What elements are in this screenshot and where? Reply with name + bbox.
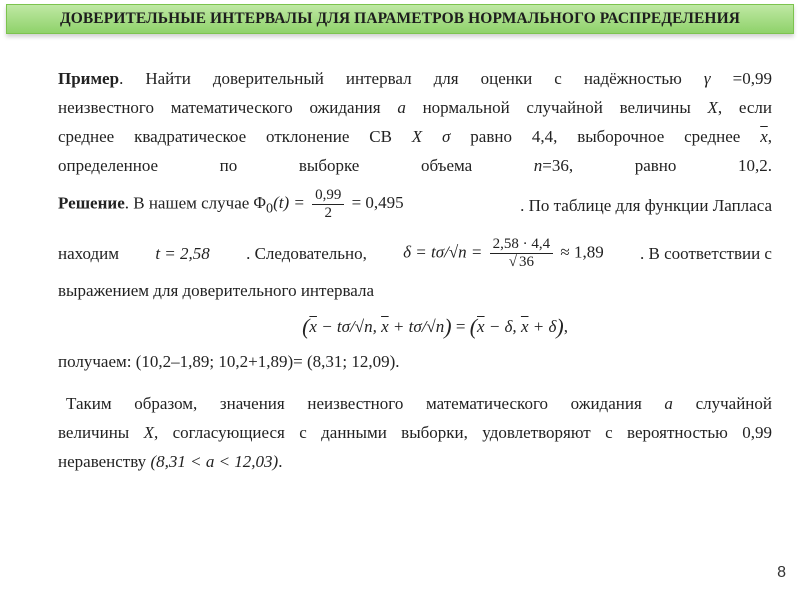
- gamma-value: =0,99: [710, 69, 772, 88]
- delta-approx: ≈ 1,89: [560, 241, 604, 261]
- formula-right-paren: ): [444, 313, 452, 339]
- finding-text-1: находим: [58, 243, 120, 263]
- symbol-a: a: [397, 98, 406, 117]
- result-text: получаем: (10,2–1,89; 10,2+1,89)= (8,31; 12,09).: [58, 352, 400, 371]
- formula-left-paren-2: (: [469, 313, 478, 339]
- formula-xbar-3: $\overline{x}$: [477, 316, 485, 336]
- example-text-2c: , если: [717, 98, 773, 117]
- slide-content: [58, 64, 772, 476]
- gamma-symbol: γ: [703, 69, 711, 88]
- phi-subscript: 0: [265, 200, 274, 217]
- solution-text-1: . В нашем случае: [124, 193, 254, 212]
- example-text-3b: равно 4,4, выборочное среднее: [450, 127, 761, 146]
- interval-formula: [58, 305, 772, 347]
- conclusion-text-3b: .: [278, 452, 283, 471]
- slide-title: ДОВЕРИТЕЛЬНЫЕ ИНТЕРВАЛЫ ДЛЯ ПАРАМЕТРОВ НОРМАЛЬНОГО РАСПРЕДЕЛЕНИЯ: [59, 10, 741, 27]
- conclusion-symbol-a: a: [664, 394, 673, 413]
- symbol-X-2: X: [411, 127, 423, 146]
- laplace-fraction: [312, 187, 344, 222]
- formula-equals: =: [451, 316, 470, 336]
- example-label: Пример: [58, 69, 120, 88]
- t-value: t = 2,58: [155, 243, 210, 263]
- expression-line: [58, 276, 772, 305]
- delta-fraction: [490, 236, 554, 271]
- result-line: [58, 347, 772, 383]
- solution-text-2: . По таблице для функции Лапласа: [520, 195, 772, 215]
- conclusion-text-1b: случайной: [672, 394, 772, 413]
- laplace-fraction-numerator: 0,99: [312, 187, 344, 205]
- delta-formula: [403, 236, 604, 271]
- formula-right-paren-2: ): [556, 313, 564, 339]
- formula-part-2: + tσ/√n: [388, 316, 445, 336]
- laplace-result: = 0,495: [351, 193, 404, 212]
- example-text-4a: определенное по выборке объема: [58, 156, 534, 175]
- formula-part-1: − tσ/√n,: [316, 316, 382, 336]
- symbol-sigma: σ: [442, 127, 451, 146]
- page-number: 8: [777, 564, 786, 581]
- solution-label: Решение: [58, 193, 125, 212]
- conclusion-text-2b: , согласующиеся с данными выборки, удовлетворяют с вероятностью 0,99: [154, 423, 772, 442]
- symbol-xbar: $\overline{x}$: [760, 127, 768, 146]
- finding-line: [58, 230, 772, 276]
- example-text-3a: среднее квадратическое отклонение СВ: [58, 127, 412, 146]
- title-banner: [6, 4, 794, 34]
- finding-text-2: . Следовательно,: [246, 243, 367, 263]
- formula-xbar-1: $\overline{x}$: [309, 316, 317, 336]
- laplace-formula: [253, 186, 404, 221]
- formula-part-3: − δ,: [484, 316, 521, 336]
- example-text-3c: ,: [767, 127, 772, 146]
- phi-argument: (t) =: [273, 193, 305, 212]
- formula-left-paren: (: [302, 313, 310, 339]
- delta-fraction-numerator: 2,58 · 4,4: [490, 236, 554, 254]
- conclusion-text-3a: неравенству: [58, 452, 151, 471]
- formula-comma: ,: [563, 316, 568, 336]
- expression-text: выражением для доверительного интервала: [58, 281, 375, 300]
- conclusion-inequality: (8,31 < a < 12,03): [150, 452, 279, 471]
- conclusion-paragraph: [58, 389, 772, 476]
- formula-xbar-2: $\overline{x}$: [381, 316, 389, 336]
- delta-fraction-denominator: √ 36: [508, 253, 534, 270]
- solution-line: [58, 180, 772, 230]
- formula-part-4: + δ: [528, 316, 557, 336]
- finding-text-3: . В соответствии с: [640, 243, 772, 263]
- example-text-2a: неизвестного математического ожидания: [58, 98, 398, 117]
- conclusion-symbol-X: X: [143, 423, 154, 442]
- formula-xbar-4: $\overline{x}$: [520, 316, 529, 336]
- conclusion-text-1a: Таким образом, значения неизвестного математического ожидания: [66, 394, 665, 413]
- conclusion-text-2a: величины: [58, 423, 144, 442]
- example-text-1: . Найти доверительный интервал для оценки с надёжностью: [119, 69, 704, 88]
- delta-lhs: δ = tσ/√n =: [403, 241, 483, 261]
- symbol-X: X: [707, 98, 718, 117]
- example-text-4b: =36, равно 10,2.: [542, 156, 772, 175]
- phi-symbol: Φ: [253, 193, 266, 212]
- laplace-fraction-denominator: 2: [324, 204, 332, 221]
- example-paragraph: [58, 64, 772, 180]
- example-text-2b: нормальной случайной величины: [405, 98, 708, 117]
- symbol-n: n: [533, 156, 543, 175]
